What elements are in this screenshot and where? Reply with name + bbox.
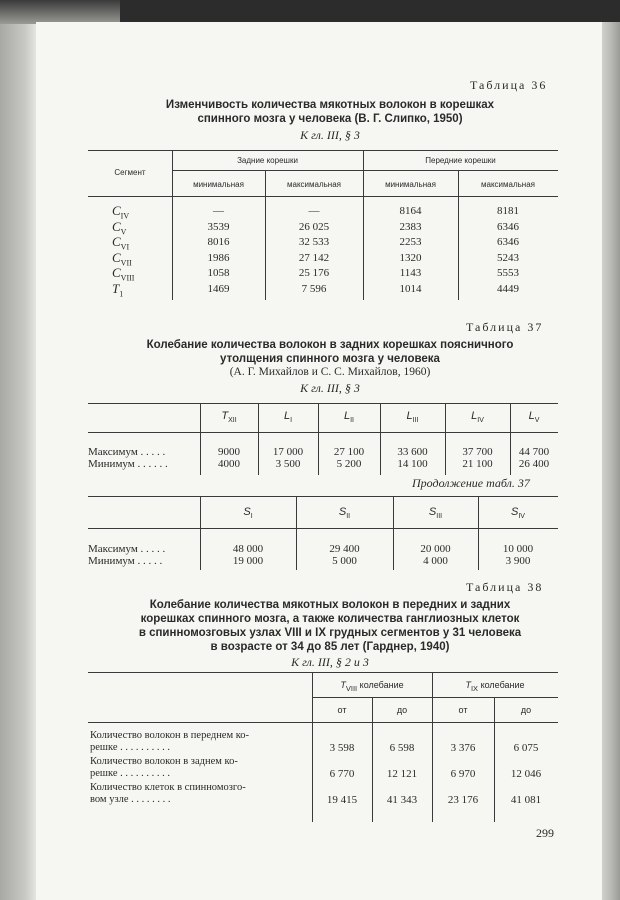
t37c-min-value: 4 000	[423, 555, 448, 567]
t36-vrule-4	[458, 170, 459, 300]
t36-rule-head	[88, 196, 558, 197]
t36-cell-pmax: 25 176	[298, 267, 330, 279]
t37c-min-value: 3 900	[505, 555, 531, 567]
t38-group-tix-sub: IX	[470, 683, 479, 693]
book-gutter-shadow	[0, 24, 36, 900]
t37-max-value: 27 100	[333, 446, 365, 458]
t37-col-sub: I	[290, 417, 293, 425]
table37-reference: К гл. III, § 3	[300, 381, 360, 395]
table38-title-line1: Колебание количества мякотных волокон в передних и задних	[149, 599, 511, 611]
t36-row-segment-base: C	[112, 234, 121, 249]
t37c-col-base: S	[511, 506, 519, 518]
t36-group-anterior: Передние корешки	[425, 156, 496, 165]
t37c-col-header	[200, 506, 296, 520]
table38-title-line3: в спинномозговых узлах VIII и IX грудных сегментов у 31 человека	[138, 627, 522, 639]
table38-title-line4: в возрасте от 34 до 85 лет (Гарднер, 1940)	[210, 641, 450, 653]
t37c-col-base: S	[428, 506, 437, 518]
t37c-col-header	[393, 506, 478, 520]
t37-max-value: 37 700	[462, 446, 493, 458]
t36-cell-pmax: 26 025	[298, 220, 330, 233]
t38-group-tix-base: T	[465, 680, 471, 690]
t37c-max-value: 48 000	[232, 543, 264, 555]
t36-cell-amin: 1143	[399, 267, 422, 279]
t37-col-base: L	[343, 410, 351, 422]
page-edge	[602, 22, 620, 900]
t38-cell-value: 23 176	[447, 794, 479, 806]
t38-cell-value: 6 770	[329, 768, 355, 780]
t36-cell-pmin: 3539	[207, 220, 230, 233]
t37-min-value: 5 200	[336, 458, 362, 470]
t38-cell-value: 3 598	[329, 742, 355, 754]
t36-cell-pmin: 8016	[207, 236, 230, 248]
t36-cell-pmax: 32 533	[298, 236, 330, 248]
t37c-col-sub: III	[436, 513, 443, 521]
t36-row-segment	[112, 281, 123, 299]
t38-group-tix-word: колебание	[480, 680, 525, 690]
t37-rule-head	[88, 432, 558, 433]
t37c-min-value: 5 000	[332, 555, 357, 567]
t37-rule-top	[88, 403, 558, 404]
t37-col-header	[380, 410, 445, 424]
t36-cell-amin: 2383	[399, 220, 422, 233]
t36-row-segment-sub: VII	[120, 258, 132, 268]
t36-group-posterior: Задние корешки	[237, 156, 298, 165]
t37c-rule-top	[88, 496, 558, 497]
t36-cell-amax: 5243	[497, 251, 519, 264]
t37-col-header	[445, 410, 510, 424]
t36-row-segment-sub: VI	[120, 242, 130, 252]
t38-group-tviii-word: колебание	[359, 680, 404, 690]
t37c-col-sub: II	[346, 513, 351, 521]
t37c-col-header	[296, 506, 393, 520]
t38-cell-value: 12 121	[386, 768, 418, 780]
t37c-max-value: 29 400	[329, 543, 360, 555]
t37c-col-sub: I	[250, 513, 253, 521]
t36-cell-amin: 1320	[399, 251, 422, 264]
t36-cell-pmin: 1986	[207, 251, 230, 264]
t36-cell-amax: 5553	[497, 267, 519, 279]
t37-col-sub: IV	[477, 417, 484, 425]
t37-col-sub: V	[534, 417, 540, 425]
t36-rule-top	[88, 150, 558, 151]
t38-cell-value: 41 081	[510, 794, 542, 806]
table38-label: Таблица 38	[466, 580, 544, 594]
t38-cell-value: 6 970	[450, 768, 476, 780]
t38-row-label-line2: вом узле . . . . . . . .	[90, 794, 171, 805]
t37c-row-min-label: Минимум . . . . .	[88, 555, 163, 567]
t36-row-segment-sub: VIII	[120, 273, 135, 283]
table37-authors: (А. Г. Михайлов и С. С. Михайлов, 1960)	[229, 366, 431, 378]
table37-title-line2: утолщения спинного мозга у человека	[220, 353, 440, 365]
t36-cell-pmax: 7 596	[301, 282, 327, 295]
t36-rule-mid	[172, 170, 558, 171]
t36-row-segment-sub: IV	[120, 211, 130, 221]
t36-sub-min-posterior: минимальная	[193, 180, 244, 189]
t37-row-max-label: Максимум . . . . .	[88, 446, 166, 458]
t38-row-label-line2: решке . . . . . . . . . .	[90, 742, 170, 753]
t36-cell-pmax: —	[308, 205, 320, 217]
t36-sub-max-posterior: максимальная	[287, 180, 341, 189]
t36-cell-pmin: —	[213, 205, 224, 217]
t38-cell-value: 6 075	[513, 742, 539, 754]
t37-min-value: 26 400	[518, 458, 550, 470]
t36-cell-pmax: 27 142	[298, 251, 330, 264]
t37-col-sub: III	[412, 417, 419, 425]
t37-col-base: L	[471, 410, 478, 422]
t37-min-value: 21 100	[462, 458, 493, 470]
t37-col-header	[200, 410, 258, 424]
t38-sub-from-2: от	[458, 705, 468, 715]
t37-max-value: 17 000	[272, 446, 304, 458]
t37-min-value: 3 500	[275, 458, 301, 470]
t38-row-label-line1: Количество клеток в спинномозго-	[90, 782, 246, 793]
t36-cell-amin: 8164	[399, 205, 422, 217]
t38-sub-from-1: от	[337, 705, 347, 715]
t36-col-segment: Сегмент	[114, 168, 146, 177]
t36-cell-amin: 1014	[399, 282, 422, 295]
t37-col-header	[318, 410, 380, 424]
t37-min-value: 4000	[218, 458, 240, 470]
page-number: 299	[536, 826, 554, 840]
t37-col-header	[258, 410, 318, 424]
t38-group-tviii	[312, 680, 432, 693]
table37-title-line1: Колебание количества волокон в задних корешках поясничного	[146, 339, 514, 351]
t37-max-value: 33 600	[397, 446, 428, 458]
t37-col-sub: II	[350, 417, 354, 425]
t37-max-value: 44 700	[518, 446, 550, 458]
t38-cell-value: 41 343	[386, 794, 418, 806]
t37-max-value: 9000	[218, 446, 240, 458]
t37c-max-value: 20 000	[420, 543, 451, 555]
t36-cell-amax: 6346	[497, 236, 519, 248]
t36-cell-amin: 2253	[399, 236, 422, 248]
t38-group-tviii-base: T	[340, 680, 346, 690]
t37-col-base: T	[221, 410, 229, 422]
t36-cell-amax: 4449	[497, 282, 519, 295]
t36-row-segment-base: C	[112, 265, 121, 280]
t38-group-tviii-sub: VIII	[345, 683, 358, 693]
t36-row-segment-sub: 1	[119, 289, 124, 299]
t37c-col-base: S	[338, 506, 347, 518]
t36-cell-amax: 6346	[497, 220, 519, 233]
t37-col-base: L	[528, 410, 535, 422]
t37c-max-value: 10 000	[502, 543, 534, 555]
t38-cell-value: 12 046	[510, 768, 542, 780]
t36-vrule-2	[265, 170, 266, 300]
t37-col-base: L	[406, 410, 413, 422]
t38-rule-top	[88, 672, 558, 673]
t38-row-label-line2: решке . . . . . . . . . .	[90, 768, 170, 779]
t36-sub-min-anterior: минимальная	[385, 180, 436, 189]
table37-label: Таблица 37	[466, 320, 544, 334]
t36-row-segment-base: T	[112, 280, 120, 296]
t36-row-segment-base: C	[112, 249, 121, 265]
table38-title-line2: корешках спинного мозга, а также количества ганглиозных клеток	[140, 613, 520, 625]
t37-min-value: 14 100	[397, 458, 428, 470]
t38-cell-value: 3 376	[450, 742, 476, 754]
t38-group-tix	[432, 680, 558, 693]
table36-reference: К гл. III, § 3	[300, 128, 360, 142]
t38-sub-to-1: до	[396, 705, 408, 715]
t37c-col-base: S	[243, 506, 251, 518]
table36-label: Таблица 36	[470, 78, 548, 92]
t38-cell-value: 6 598	[389, 742, 415, 754]
t36-row-segment-base: C	[112, 218, 121, 234]
t36-cell-pmin: 1469	[207, 282, 230, 295]
t38-row-label-line1: Количество волокон в переднем ко-	[90, 730, 250, 741]
t37c-min-value: 19 000	[232, 555, 264, 567]
t37-row-min-label: Минимум . . . . . .	[88, 458, 168, 470]
t37-col-base: L	[283, 410, 291, 422]
t37c-col-sub: IV	[518, 513, 525, 521]
t37-col-sub: XII	[228, 417, 237, 425]
t38-row-label-line1: Количество волокон в заднем ко-	[90, 756, 238, 767]
t37c-row-max-label: Максимум . . . . .	[88, 543, 166, 555]
table38-reference: К гл. III, § 2 и 3	[291, 655, 369, 669]
t36-sub-max-anterior: максимальная	[481, 180, 535, 189]
t38-cell-value: 19 415	[326, 794, 358, 806]
t38-rule-head	[88, 722, 558, 723]
t36-cell-pmin: 1058	[207, 267, 230, 279]
t38-rule-mid	[312, 697, 558, 698]
t38-sub-to-2: до	[520, 705, 532, 715]
table37-continuation: Продолжение табл. 37	[412, 476, 530, 490]
table36-title-line2: спинного мозга у человека (В. Г. Слипко, 1950)	[197, 113, 463, 125]
t37c-rule-head	[88, 528, 558, 529]
t36-cell-amax: 8181	[497, 205, 519, 217]
t37c-col-header	[478, 506, 558, 520]
t37-col-header	[510, 410, 558, 424]
t36-row-segment-base: C	[112, 203, 121, 218]
table36-title-line1: Изменчивость количества мякотных волокон в корешках	[165, 99, 495, 111]
t36-row-segment-sub: V	[120, 227, 127, 237]
